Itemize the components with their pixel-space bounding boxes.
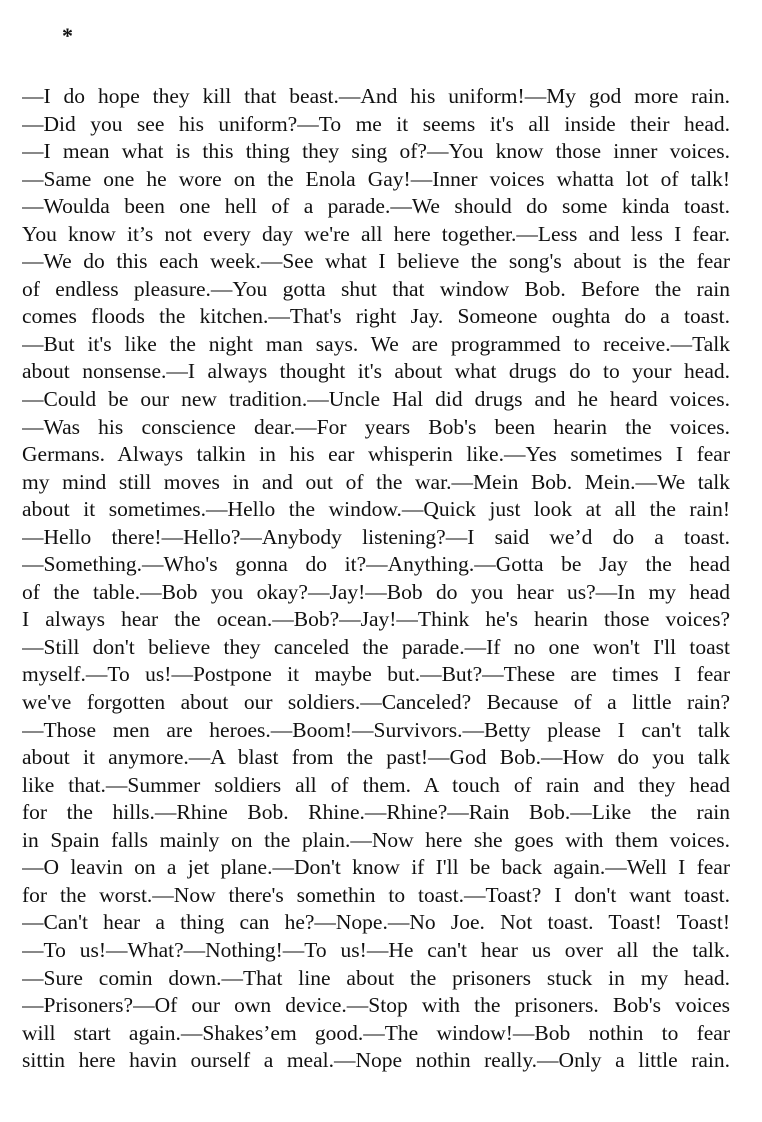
text-line: —Hello there!—Hello?—Anybody listening?—I said we’d do a toast. [22, 524, 730, 549]
text-line: about it anymore.—A blast from the past!—God Bob.—How do you talk [22, 745, 730, 770]
text-line: —O leavin on a jet plane.—Don't know if I'll be back again.—Well I fear [22, 855, 730, 880]
text-line: of endless pleasure.—You gotta shut that window Bob. Before the rain [22, 276, 730, 301]
text-line: will start again.—Shakes’em good.—The window!—Bob nothin to fear [22, 1020, 730, 1045]
text-line: comes floods the kitchen.—That's right Jay. Someone oughta do a toast. [22, 304, 730, 329]
text-line: —Could be our new tradition.—Uncle Hal did drugs and he heard voices. [22, 387, 730, 412]
text-line: —Was his conscience dear.—For years Bob's been hearin the voices. [22, 414, 730, 439]
text-line: —Sure comin down.—That line about the prisoners stuck in my head. [22, 965, 730, 990]
text-line: sittin here havin ourself a meal.—Nope nothin really.—Only a little rain. [22, 1048, 730, 1073]
text-line: myself.—To us!—Postpone it maybe but.—But?—These are times I fear [22, 662, 730, 687]
text-line: about nonsense.—I always thought it's about what drugs do to your head. [22, 359, 730, 384]
text-line: —But it's like the night man says. We are programmed to receive.—Talk [22, 331, 730, 356]
text-line: —Something.—Who's gonna do it?—Anything.—Gotta be Jay the head [22, 552, 730, 577]
text-line: —Can't hear a thing can he?—Nope.—No Joe. Not toast. Toast! Toast! [22, 910, 730, 935]
text-line: for the hills.—Rhine Bob. Rhine.—Rhine?—Rain Bob.—Like the rain [22, 800, 730, 825]
text-line: of the table.—Bob you okay?—Jay!—Bob do you hear us?—In my head [22, 579, 730, 604]
text-line: —Prisoners?—Of our own device.—Stop with the prisoners. Bob's voices [22, 993, 730, 1018]
poem-text [22, 83, 730, 1075]
text-line: —Those men are heroes.—Boom!—Survivors.—Betty please I can't talk [22, 717, 730, 742]
section-break-asterisk: * [62, 23, 73, 48]
text-line: You know it’s not every day we're all here together.—Less and less I fear. [22, 221, 730, 246]
text-line: I always hear the ocean.—Bob?—Jay!—Think he's hearin those voices? [22, 607, 730, 632]
text-line: my mind still moves in and out of the war.—Mein Bob. Mein.—We talk [22, 469, 730, 494]
text-line: about it sometimes.—Hello the window.—Quick just look at all the rain! [22, 497, 730, 522]
text-line: we've forgotten about our soldiers.—Canceled? Because of a little rain? [22, 690, 730, 715]
text-line: —Still don't believe they canceled the parade.—If no one won't I'll toast [22, 634, 730, 659]
text-line: Germans. Always talkin in his ear whisperin like.—Yes sometimes I fear [22, 442, 730, 467]
text-line: in Spain falls mainly on the plain.—Now here she goes with them voices. [22, 827, 730, 852]
text-line: like that.—Summer soldiers all of them. A touch of rain and they head [22, 772, 730, 797]
text-line: —To us!—What?—Nothing!—To us!—He can't hear us over all the talk. [22, 937, 730, 962]
text-line: —Did you see his uniform?—To me it seems it's all inside their head. [22, 111, 730, 136]
text-line: —Same one he wore on the Enola Gay!—Inner voices whatta lot of talk! [22, 166, 730, 191]
text-line: —Woulda been one hell of a parade.—We should do some kinda toast. [22, 194, 730, 219]
text-line: —I mean what is this thing they sing of?—You know those inner voices. [22, 139, 730, 164]
text-line: —We do this each week.—See what I believe the song's about is the fear [22, 249, 730, 274]
text-line: —I do hope they kill that beast.—And his uniform!—My god more rain. [22, 84, 730, 108]
text-line: for the worst.—Now there's somethin to toast.—Toast? I don't want toast. [22, 882, 730, 907]
